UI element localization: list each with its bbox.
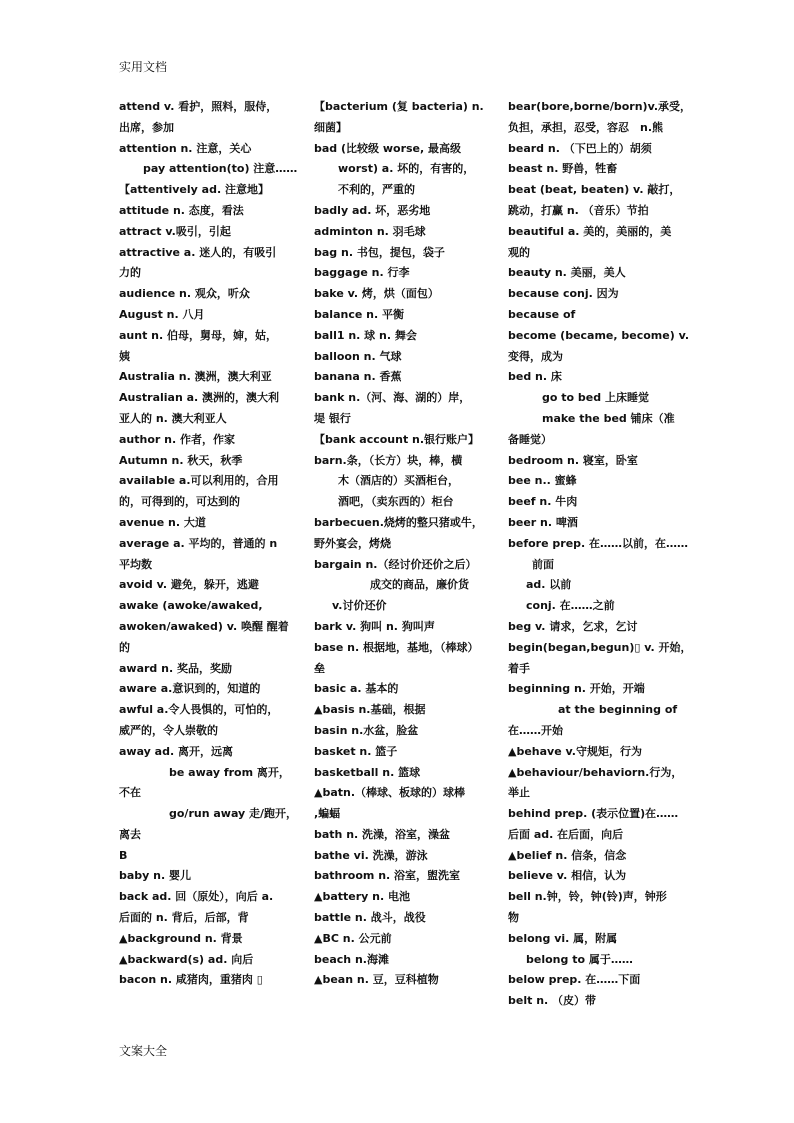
vocab-line: attend v. 看护，照料，服侍， (119, 100, 278, 113)
vocab-line: because of (508, 307, 576, 321)
vocab-line: Australia n. 澳洲，澳大利亚 (119, 370, 272, 384)
vocab-line: beat (beat, beaten) v. 敲打， (508, 183, 681, 197)
vocab-line: audience n. 观众，听众 (119, 287, 250, 301)
vocab-line: 威严的，令人崇敬的 (119, 723, 218, 737)
vocab-line: because conj. 因为 (508, 287, 619, 301)
vocab-line: 酒吧，（卖东西的）柜台 (338, 495, 454, 509)
vocab-line: be away from 离开， (169, 765, 290, 779)
vocab-line: awoken/awaked) v. 唤醒 醒着 (119, 619, 289, 633)
vocab-line: conj. 在……之前 (526, 599, 615, 613)
vocab-line: bathroom n. 浴室，盥洗室 (314, 869, 461, 883)
vocab-line: adminton n. 羽毛球 (314, 224, 426, 238)
vocab-line: badly ad. 坏，恶劣地 (314, 203, 431, 217)
vocab-line: ▲bean n. 豆，豆科植物 (314, 973, 439, 987)
vocab-line: barn.条，（长方）块，棒，横 (314, 453, 463, 467)
vocab-line: 后面的 n. 背后，后部，背 (119, 911, 249, 925)
vocab-line: balloon n. 气球 (314, 349, 402, 363)
vocab-line: bedroom n. 寝室，卧室 (508, 453, 638, 467)
vocab-line: 物 (508, 911, 519, 925)
page-header: 实用文档 (119, 60, 168, 74)
vocab-line: bacon n. 咸猪肉，重猪肉 ▯ (119, 973, 263, 987)
vocab-line: attract v.吸引，引起 (119, 224, 231, 238)
vocab-line: Autumn n. 秋天，秋季 (119, 453, 243, 467)
vocab-line: battle n. 战斗，战役 (314, 911, 426, 925)
vocab-line: ad. 以前 (526, 578, 572, 592)
vocab-line: go to bed 上床睡觉 (542, 391, 649, 405)
vocab-line: ▲behaviour/behaviorn.行为， (508, 765, 683, 779)
vocab-line: bear(bore,borne/born)v.承受， (508, 100, 692, 113)
vocab-line: beach n.海滩 (314, 952, 389, 966)
vocab-line: 负担，承担，忍受，容忍 n.熊 (508, 120, 664, 134)
vocab-line: ball1 n. 球 n. 舞会 (314, 328, 417, 342)
vocab-line: back ad. 回（原处），向后 a. (119, 890, 274, 904)
vocab-line: beard n. （下巴上的）胡须 (508, 141, 652, 155)
vocab-line: beauty n. 美丽，美人 (508, 266, 626, 280)
vocab-line: 平均数 (119, 557, 152, 571)
vocab-line: pay attention(to) 注意…… (143, 162, 298, 176)
vocab-line: ▲background n. 背景 (119, 931, 243, 945)
vocab-column-1 (119, 97, 298, 991)
vocab-line: ▲basis n.基础，根据 (314, 703, 426, 717)
vocab-column-2 (314, 97, 490, 991)
vocab-line: Australian a. 澳洲的，澳大利 (119, 391, 280, 405)
vocab-line: aunt n. 伯母，舅母，婶，姑， (119, 328, 278, 342)
vocab-line: beginning n. 开始，开端 (508, 682, 645, 696)
vocab-line: ▲battery n. 电池 (314, 890, 410, 904)
vocab-line: 垒 (314, 661, 325, 675)
vocab-line: 野外宴会，烤烧 (314, 536, 391, 550)
vocab-line: 跳动，打赢 n. （音乐）节拍 (508, 203, 649, 217)
vocab-line: 的，可得到的，可达到的 (119, 495, 240, 509)
vocab-line: 在……开始 (508, 723, 563, 737)
vocab-line: 【attentively ad. 注意地】 (119, 183, 269, 197)
vocab-line: awful a.令人畏惧的，可怕的， (119, 703, 279, 717)
vocab-line: worst) a. 坏的，有害的， (338, 162, 475, 176)
vocab-line: barbecuen.烧烤的整只猪或牛， (314, 515, 483, 529)
vocab-line: bell n.钟，铃，钟(铃)声，钟形 (508, 890, 667, 904)
vocab-line: 力的 (119, 266, 141, 280)
vocab-line: bee n.. 蜜蜂 (508, 474, 577, 488)
vocab-line: attention n. 注意，关心 (119, 141, 252, 155)
vocab-line: 举止 (508, 786, 530, 800)
vocab-line: August n. 八月 (119, 307, 205, 321)
vocab-line: basketball n. 篮球 (314, 765, 421, 779)
vocab-line: bad (比较级 worse, 最高级 (314, 141, 462, 155)
vocab-line: ,蝙蝠 (314, 807, 341, 821)
vocab-line: bed n. 床 (508, 370, 562, 384)
vocab-line: 出席，参加 (119, 120, 174, 134)
vocab-line: make the bed 铺床（准 (542, 411, 675, 425)
vocab-line: ▲BC n. 公元前 (314, 931, 392, 945)
vocab-line: award n. 奖品，奖励 (119, 661, 232, 675)
vocab-line: bake v. 烤，烘（面包） (314, 287, 439, 301)
vocab-line: go/run away 走/跑开， (169, 807, 298, 821)
vocab-line: begin(began,begun)▯ v. 开始， (508, 640, 692, 654)
vocab-line: ▲belief n. 信条，信念 (508, 848, 627, 862)
vocab-line: 【bacterium (复 bacteria) n. (314, 100, 484, 113)
vocab-line: at the beginning of (558, 703, 678, 717)
vocab-line: avenue n. 大道 (119, 515, 206, 529)
vocab-line: away ad. 离开，远离 (119, 744, 233, 758)
vocab-line: bathe vi. 洗澡，游泳 (314, 848, 428, 862)
vocab-line: 前面 (532, 557, 554, 571)
vocab-line: belong vi. 属，附属 (508, 931, 618, 945)
vocab-line: available a.可以利用的，合用 (119, 474, 279, 488)
vocab-line: aware a.意识到的，知道的 (119, 682, 261, 696)
vocab-line: bank n.（河、海、湖的）岸， (314, 391, 471, 405)
vocab-line: belt n. （皮）带 (508, 994, 597, 1008)
vocab-line: bargain n.（经讨价还价之后） (314, 557, 477, 571)
vocab-line: ▲backward(s) ad. 向后 (119, 952, 254, 966)
vocab-line: before prep. 在……以前，在…… (508, 536, 689, 550)
vocab-line: basket n. 篮子 (314, 744, 398, 758)
vocab-line: below prep. 在……下面 (508, 973, 641, 987)
vocab-line: 亚人的 n. 澳大利亚人 (119, 411, 227, 425)
vocab-line: attitude n. 态度，看法 (119, 203, 244, 217)
vocab-line: base n. 根据地，基地，（棒球） (314, 640, 479, 654)
vocab-line: bark v. 狗叫 n. 狗叫声 (314, 619, 435, 633)
vocab-line: beg v. 请求，乞求，乞讨 (508, 619, 638, 633)
vocab-line: 【bank account n.银行账户】 (314, 432, 480, 446)
vocab-line: author n. 作者，作家 (119, 432, 235, 446)
vocab-line: B (119, 848, 128, 862)
vocab-line: bag n. 书包，提包，袋子 (314, 245, 445, 259)
vocab-line: become (became, become) v. (508, 328, 690, 342)
vocab-line: 后面 ad. 在后面，向后 (508, 827, 624, 841)
vocab-line: 着手 (508, 661, 530, 675)
vocab-line: 离去 (119, 827, 141, 841)
vocab-line: 细菌】 (314, 120, 347, 134)
page-footer: 文案大全 (119, 1044, 168, 1058)
vocab-line: ▲behave v.守规矩，行为 (508, 744, 642, 758)
vocab-line: basin n.水盆，脸盆 (314, 723, 419, 737)
vocab-line: 备睡觉） (508, 432, 552, 446)
vocab-line: average a. 平均的，普通的 n (119, 536, 278, 550)
vocab-line: beer n. 啤酒 (508, 515, 578, 529)
vocab-line: 变得，成为 (508, 349, 563, 363)
vocab-line: attractive a. 迷人的，有吸引 (119, 245, 277, 259)
vocab-line: v.讨价还价 (332, 599, 387, 613)
vocab-line: bath n. 洗澡，浴室，澡盆 (314, 827, 451, 841)
vocab-line: banana n. 香蕉 (314, 370, 402, 384)
vocab-line: awake (awoke/awaked, (119, 599, 263, 613)
vocab-line: 观的 (508, 245, 530, 259)
vocab-line: basic a. 基本的 (314, 682, 399, 696)
vocab-line: 木（酒店的）买酒柜台， (338, 474, 459, 488)
vocab-line: 不利的，严重的 (338, 183, 415, 197)
vocab-line: belong to 属于…… (526, 952, 633, 966)
vocab-line: balance n. 平衡 (314, 307, 404, 321)
vocab-line: 不在 (119, 786, 141, 800)
vocab-line: ▲batn.（棒球、板球的）球棒 (314, 786, 466, 800)
vocab-line: 堤 银行 (314, 411, 351, 425)
vocab-column-3 (508, 97, 690, 1012)
vocab-line: baby n. 婴儿 (119, 869, 192, 883)
vocab-line: believe v. 相信，认为 (508, 869, 627, 883)
vocab-line: baggage n. 行李 (314, 266, 410, 280)
vocab-line: beef n. 牛肉 (508, 495, 578, 509)
vocab-line: beast n. 野兽，牲畜 (508, 162, 618, 176)
vocab-line: avoid v. 避免，躲开，逃避 (119, 578, 259, 592)
vocab-line: 姨 (119, 349, 130, 363)
vocab-line: behind prep. (表示位置)在…… (508, 807, 679, 821)
vocab-line: beautiful a. 美的，美丽的，美 (508, 224, 672, 238)
vocab-line: 的 (119, 640, 130, 654)
vocab-line: 成交的商品，廉价货 (370, 578, 469, 592)
